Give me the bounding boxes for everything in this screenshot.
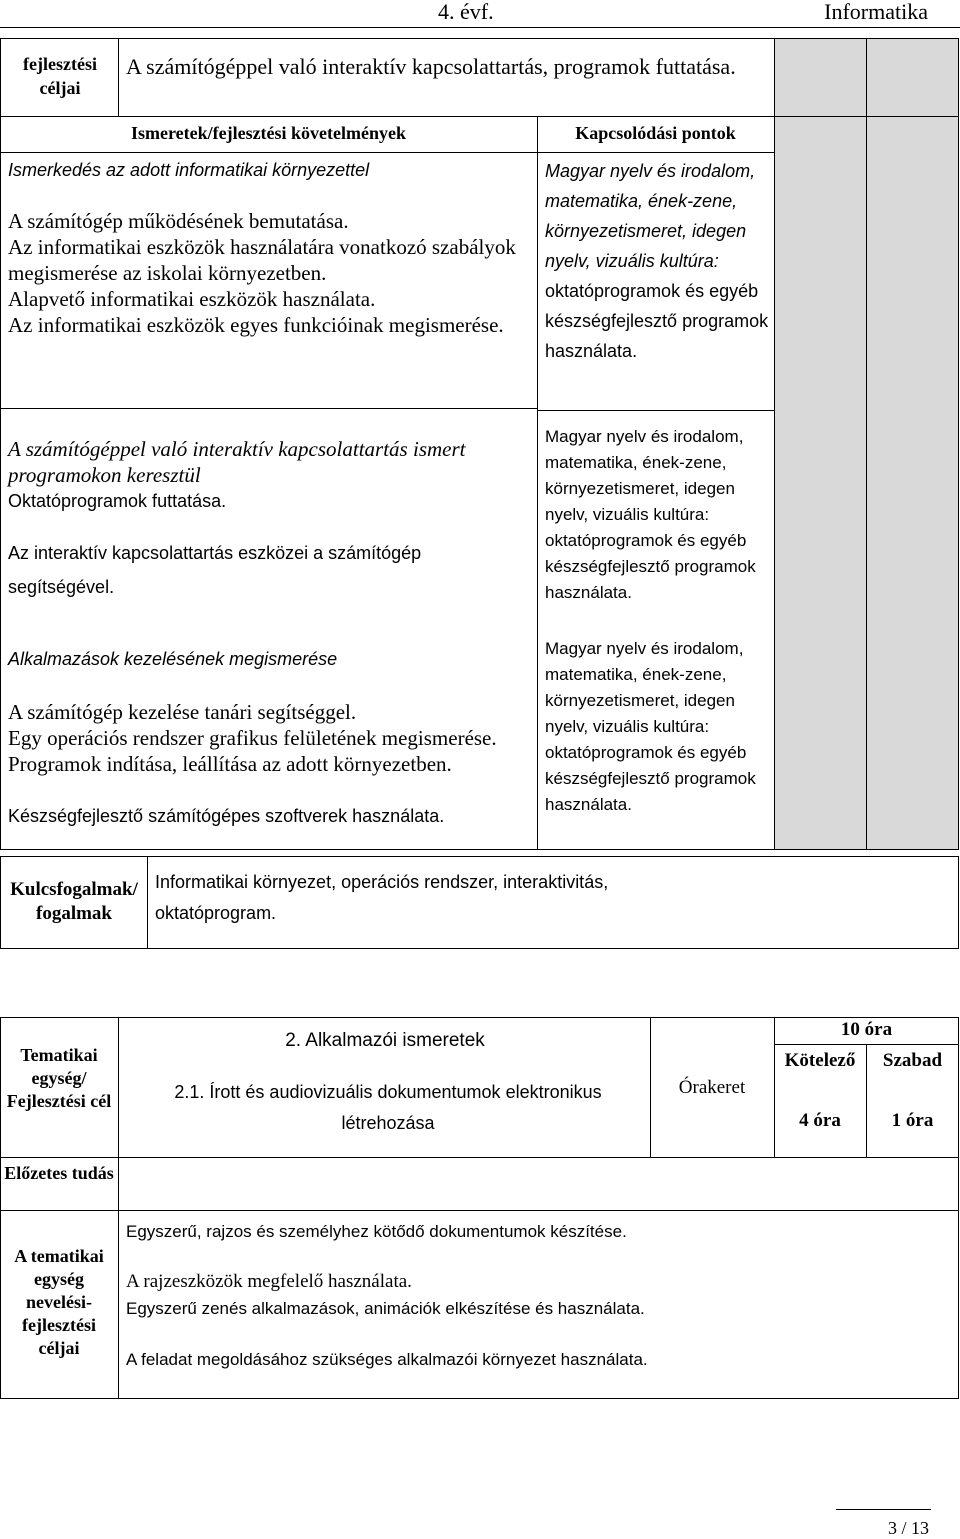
goals-label: fejlesztési céljai [23,54,97,98]
header-rule [0,27,960,28]
section1-line: Az informatikai eszközök egyes funkcióinak megismerése. [8,313,504,337]
key-concepts-text: Informatikai környezet, operációs rendszer, interaktivitás, oktatóprogram. [155,872,609,923]
section1-line: Az informatikai eszközök használatára vonatkozó szabályok megismerése az iskolai környezetben. [8,235,516,285]
col-header-requirements: Ismeretek/fejlesztési követelmények [130,123,407,143]
footer-rule [836,1509,931,1510]
section2-title: A számítógéppel való interaktív kapcsolattartás ismert programokon keresztül [8,437,466,487]
unit-goal-line-3: Egyszerű zenés alkalmazások, animációk elkészítése és használata. [126,1299,645,1318]
section3-last-line: Készségfejlesztő számítógépes szoftverek használata. [8,806,445,826]
connections-1 [545,156,771,366]
hours-total: 10 óra [840,1019,893,1040]
connections-1-activity: oktatóprogramok és egyéb készségfejlesztő programok használata. [545,281,769,361]
free-label: Szabad [882,1050,943,1071]
section1-line: Alapvető informatikai eszközök használata. [8,287,376,311]
unit-title: 2. Alkalmazói ismeretek [285,1030,485,1051]
section3-line: Egy operációs rendszer grafikus felületének megismerése. [8,726,497,750]
prior-knowledge-label: Előzetes tudás [4,1163,114,1183]
section1-title: Ismerkedés az adott informatikai környezettel [8,160,370,180]
mandatory-label: Kötelező [784,1050,856,1071]
section3-body [8,699,528,777]
unit-goal-line-2: A rajzeszközök megfelelő használata. [126,1271,412,1292]
unit-goal-line-4: A feladat megoldásához szükséges alkalmazói környezet használata. [126,1350,648,1369]
header-grade: 4. évf. [438,0,494,24]
connections-1-subjects: Magyar nyelv és irodalom, matematika, ének-zene, környezetismeret, idegen nyelv, vizuális kultúra: [545,161,756,271]
section3-title: Alkalmazások kezelésének megismerése [8,649,338,669]
goals-text: A számítógéppel való interaktív kapcsolattartás, programok futtatása. [126,54,736,79]
free-hours: 1 óra [891,1110,934,1131]
section3-line: Programok indítása, leállítása az adott környezetben. [8,752,452,776]
unit-subtitle: 2.1. Írott és audiovizuális dokumentumok elektronikus létrehozása [174,1082,602,1133]
col-header-connections: Kapcsolódási pontok [575,123,736,143]
section3-line: A számítógép kezelése tanári segítséggel. [8,700,357,724]
hours-label: Órakeret [678,1077,746,1098]
connections-2b: Magyar nyelv és irodalom, matematika, ének-zene, környezetismeret, idegen nyelv, vizuális kultúra: oktatóprogramok és egyéb készségfejlesztő programok használata. [545,639,756,814]
section1-line: A számítógép működésének bemutatása. [8,209,349,233]
key-concepts-label: Kulcsfogalmak/ fogalmak [10,879,138,924]
unit-goal-line-1: Egyszerű, rajzos és személyhez kötődő dokumentumok készítése. [126,1222,627,1241]
connections-2a: Magyar nyelv és irodalom, matematika, ének-zene, környezetismeret, idegen nyelv, vizuális kultúra: oktatóprogramok és egyéb készségfejlesztő programok használata. [545,427,756,602]
header-subject: Informatika [824,0,928,24]
mandatory-hours: 4 óra [799,1110,841,1131]
section2-line2: Az interaktív kapcsolattartás eszközei a számítógép segítségével. [8,543,422,597]
unit-label: Tematikai egység/ Fejlesztési cél [6,1045,112,1111]
table2-border [0,1017,959,1399]
unit-goals-label: A tematikai egység nevelési-fejlesztési céljai [14,1246,104,1358]
section2-line1: Oktatóprogramok futtatása. [8,491,227,511]
page-number: 3 / 13 [887,1518,929,1538]
section1-body [8,208,528,338]
